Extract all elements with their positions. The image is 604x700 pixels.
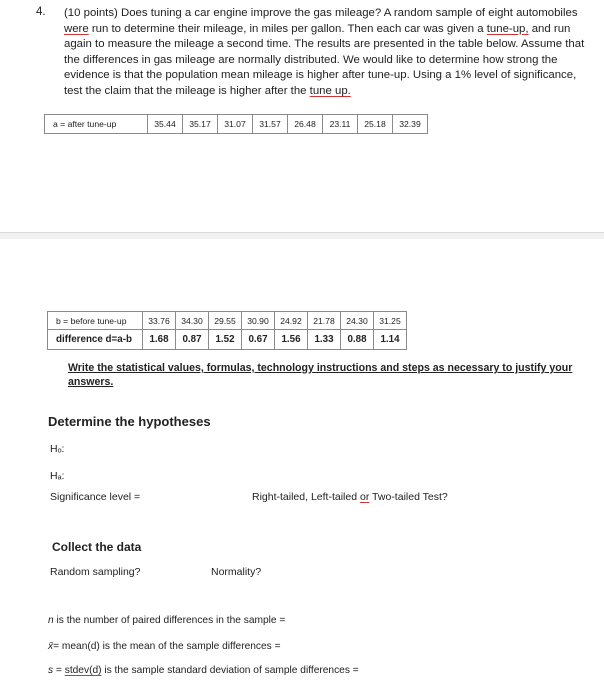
table-cell: 31.07 <box>218 115 253 134</box>
xbar-symbol: x̄ <box>48 641 54 652</box>
question-text-part: and run again to measure the mileage a second time. The results are presented in the table below. Assume that the differences in gas mileage are normally distributed. We would like to determine how strong the evidence is that the population mean mileage is higher after tune-up. Using a 1% level of significance, test the claim that the mileage is higher after the <box>64 22 585 97</box>
table-cell: 24.92 <box>275 312 308 330</box>
table-cell: 0.87 <box>176 330 209 350</box>
question-text-part: run to determine their mileage, in miles per gallon. Then each car was given a <box>88 22 487 35</box>
tail-question-part: Two-tailed Test? <box>369 491 448 503</box>
n-symbol: n <box>48 615 54 626</box>
random-sampling-label: Random sampling? <box>50 566 141 578</box>
table-cell: 29.55 <box>209 312 242 330</box>
table-cell: 1.14 <box>374 330 407 350</box>
table-cell: 25.18 <box>358 115 393 134</box>
tail-question <box>252 491 448 503</box>
before-tuneup-table <box>47 311 407 350</box>
before-tuneup-label: b = before tune-up <box>48 312 143 330</box>
table-cell: 34.30 <box>176 312 209 330</box>
sample-mean-line <box>48 641 281 652</box>
table-cell: 23.11 <box>323 115 358 134</box>
table-cell: 1.33 <box>308 330 341 350</box>
table-cell: 21.78 <box>308 312 341 330</box>
after-tuneup-table <box>44 114 428 134</box>
table-cell: 33.76 <box>143 312 176 330</box>
table-cell: 26.48 <box>288 115 323 134</box>
alternative-hypothesis-label: Hₐ: <box>50 470 65 482</box>
tail-question-part: Right-tailed, Left-tailed <box>252 491 360 503</box>
question-top-panel <box>0 0 604 232</box>
sample-stdev-line <box>48 665 359 676</box>
sample-size-line <box>48 615 285 626</box>
s-equals: = <box>53 665 65 676</box>
question-text-tuneup-2: tune up. <box>309 84 351 97</box>
table-cell: 35.44 <box>148 115 183 134</box>
question-text-part: (10 points) Does tuning a car engine improve the gas mileage? A random sample of eight automobiles <box>64 7 578 19</box>
question-text-were: were <box>64 22 89 35</box>
table-cell: 35.17 <box>183 115 218 134</box>
normality-label: Normality? <box>211 566 262 578</box>
table-row <box>48 330 407 350</box>
table-cell: 0.67 <box>242 330 275 350</box>
collect-data-heading: Collect the data <box>52 540 142 554</box>
table-cell: 32.39 <box>393 115 428 134</box>
sample-size-text: is the number of paired differences in the sample = <box>53 615 286 626</box>
question-text <box>64 6 590 100</box>
question-bottom-panel <box>0 239 604 700</box>
question-text-tuneup: tune-up, <box>486 22 529 35</box>
hypotheses-heading: Determine the hypotheses <box>48 414 211 429</box>
table-cell: 31.25 <box>374 312 407 330</box>
table-row <box>45 115 428 134</box>
difference-label: difference d=a-b <box>48 330 143 350</box>
table-row <box>48 312 407 330</box>
table-cell: 1.56 <box>275 330 308 350</box>
table-cell: 1.52 <box>209 330 242 350</box>
table-cell: 24.30 <box>341 312 374 330</box>
table-cell: 31.57 <box>253 115 288 134</box>
tail-question-or: or <box>359 491 370 503</box>
null-hypothesis-label: Hₒ: <box>50 443 65 455</box>
table-cell: 0.88 <box>341 330 374 350</box>
question-number: 4. <box>36 6 46 18</box>
s-symbol: s <box>48 665 54 676</box>
stdev-function: stdev(d) <box>64 665 102 676</box>
table-cell: 1.68 <box>143 330 176 350</box>
table-cell: 30.90 <box>242 312 275 330</box>
instructions-text: Write the statistical values, formulas, technology instructions and steps as necessary to justify your answers. <box>68 362 573 388</box>
after-tuneup-label: a = after tune-up <box>45 115 148 134</box>
sample-stdev-text: is the sample standard deviation of sample differences = <box>101 665 359 676</box>
sample-mean-text: = mean(d) is the mean of the sample differences = <box>53 641 281 652</box>
significance-level-label: Significance level = <box>50 491 141 503</box>
